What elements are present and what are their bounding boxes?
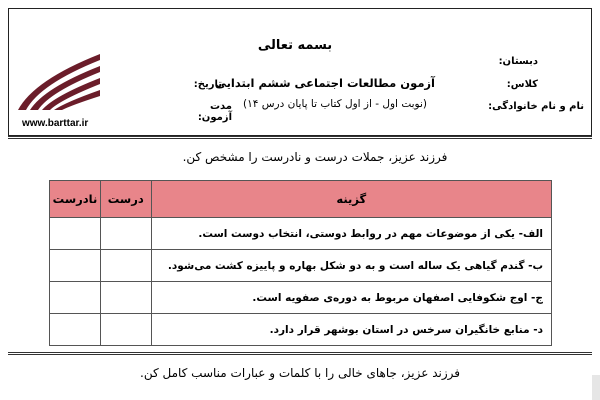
true-answer-cell[interactable] [100,250,151,282]
false-answer-cell[interactable] [50,282,101,314]
true-false-table [49,180,552,346]
statement-cell: د- منابع خانگیران سرخس در استان بوشهر قرار دارد. [151,314,551,346]
website-url: www.barttar.ir [22,118,89,129]
false-answer-cell[interactable] [50,314,101,346]
false-answer-cell[interactable] [50,218,101,250]
header-false: نادرست [50,181,101,218]
true-answer-cell[interactable] [100,282,151,314]
true-answer-cell[interactable] [100,218,151,250]
duration-label: مدت آزمون: [197,101,232,123]
true-answer-cell[interactable] [100,314,151,346]
statement-cell: الف- یکی از موضوعات مهم در روابط دوستی، انتخاب دوست است. [151,218,551,250]
header-option: گزینه [151,181,551,218]
table-row [50,314,552,346]
header-true: درست [100,181,151,218]
school-label: دبستان: [498,56,538,67]
exam-subtitle: (نوبت اول - از اول کتاب تا پایان درس ۱۴) [242,98,427,110]
bismillah-title: بسمه تعالی [257,38,333,53]
table-row [50,282,552,314]
class-label: کلاس: [506,79,538,90]
statement-cell: ج- اوج شکوفایی اصفهان مربوط به دوره‌ی صفویه است. [151,282,551,314]
header-divider [8,136,592,139]
date-label: تاریخ: [193,79,222,90]
table-row [50,218,552,250]
table-header-row [50,181,552,218]
section-divider [8,352,592,355]
barttar-logo [14,50,102,112]
false-answer-cell[interactable] [50,250,101,282]
table-row [50,250,552,282]
name-label: نام و نام خانوادگی: [488,101,584,112]
scrollbar-edge [592,375,600,400]
section2-instruction: فرزند عزیز، جاهای خالی را با کلمات و عبارات مناسب کامل کن. [140,366,460,380]
statement-cell: ب- گندم گیاهی یک ساله است و به دو شکل بهاره و پاییزه کشت می‌شود. [151,250,551,282]
section1-instruction: فرزند عزیز، جملات درست و نادرست را مشخص کن. [182,150,448,164]
exam-title: آزمون مطالعات اجتماعی ششم ابتدایی [214,76,435,90]
